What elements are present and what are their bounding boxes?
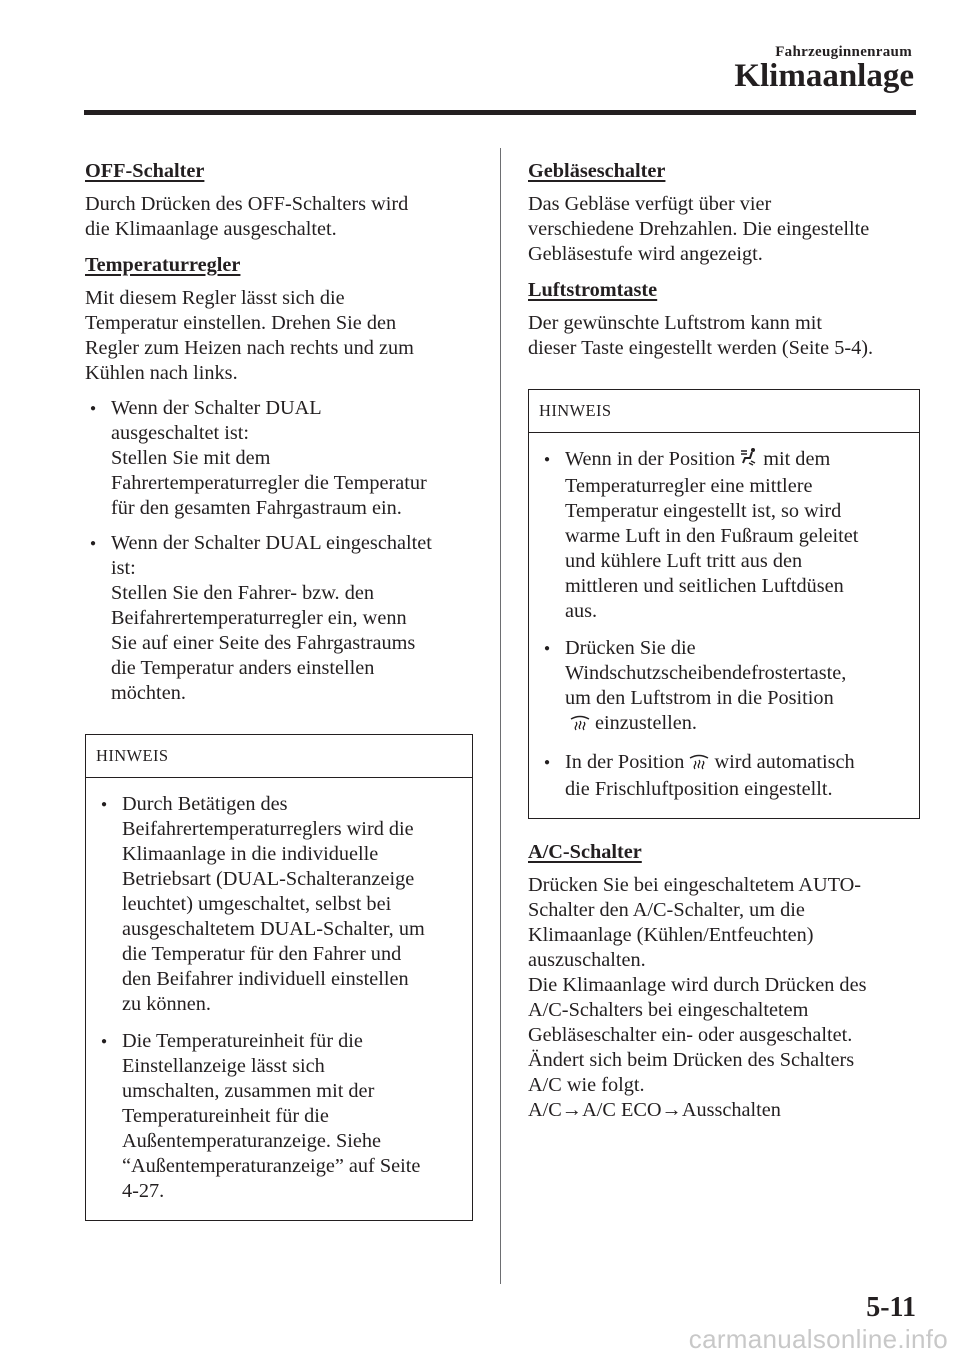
text-line: ● Durch Betätigen des [122,793,288,815]
text-line: 4-27. [122,1180,165,1202]
text-line: Temperatur eingestellt ist, so wird [565,500,842,522]
windshield-defroster-icon [569,713,591,738]
text-line: die Temperatur anders einstellen [111,657,375,679]
text-line: Temperaturregler eine mittlere [565,475,813,497]
text-line: A/C-Schalters bei eingeschaltetem [528,999,809,1021]
text-line: auszuschalten. [528,949,646,971]
text-line: Regler zum Heizen nach rechts und zum [85,337,414,359]
note-title: HINWEIS [529,390,919,433]
text-line: Sie auf einer Seite des Fahrgastraums [111,632,416,654]
text-line: aus. [565,600,598,622]
bullet-item [85,531,473,706]
text-line: um den Luftstrom in die Position [565,687,834,709]
off-switch-heading: OFF-Schalter [85,160,205,182]
text-line: die Temperatur für den Fahrer und [122,943,402,965]
text-line: Kühlen nach links. [85,362,238,384]
text-line: Stellen Sie den Fahrer- bzw. den [111,582,374,604]
text-line: die Frischluftposition eingestellt. [565,778,833,800]
text-line: Gebläsestufe wird angezeigt. [528,243,763,265]
column-divider [500,148,501,1284]
text-line: einzustellen. [595,712,697,734]
page-title: Klimaanlage [734,58,914,94]
bullet-item [539,447,907,624]
floor-face-airflow-icon [739,447,759,474]
text-line: Außentemperaturanzeige. Siehe [122,1130,382,1152]
text-line: die Klimaanlage ausgeschaltet. [85,218,337,240]
header-rule [84,110,916,115]
windshield-defroster-icon [688,752,710,777]
text-line: Gebläseschalter ein- oder ausgeschaltet. [528,1024,853,1046]
text-line: Der gewünschte Luftstrom kann mit [528,312,823,334]
text-line: dieser Taste eingestellt werden (Seite 5-4). [528,337,874,359]
text-line: und kühlere Luft tritt aus den [565,550,803,572]
note-box [528,389,920,819]
text-line: Die Klimaanlage wird durch Drücken des [528,974,867,996]
bullet-item [96,1029,460,1204]
fan-switch-heading: Gebläseschalter [528,160,666,182]
text-line: Beifahrertemperaturregler ein, wenn [111,607,407,629]
text-line: Schalter den A/C-Schalter, um die [528,899,805,921]
text-line: ausgeschaltet ist: [111,422,249,444]
text-line: Stellen Sie mit dem [111,447,271,469]
text-line: ● Wenn der Schalter DUAL eingeschaltet [111,532,432,554]
text-line: ● Die Temperatureinheit für die [122,1030,363,1052]
bullet-item [85,396,473,521]
page-number: 5-11 [866,1292,916,1323]
ac-switch-text [528,873,920,1123]
text-line: Das Gebläse verfügt über vier [528,193,772,215]
text-line: Einstellanzeige lässt sich [122,1055,325,1077]
text-line: Betriebsart (DUAL-Schalteranzeige [122,868,415,890]
airflow-button-heading: Luftstromtaste [528,279,658,301]
text-line: Temperatureinheit für die [122,1105,329,1127]
text-line: leuchtet) umgeschaltet, selbst bei [122,893,392,915]
text-line: Fahrertemperaturregler die Temperatur [111,472,427,494]
text-line: Windschutzscheibendefrostertaste, [565,662,847,684]
temperature-control-text [85,286,473,386]
off-switch-text [85,192,473,242]
text-line: Drücken Sie bei eingeschaltetem AUTO- [528,874,862,896]
text-line: ausgeschaltetem DUAL-Schalter, um [122,918,425,940]
text-line: mit dem [763,448,831,470]
right-column [528,158,920,1123]
text-line: Durch Drücken des OFF-Schalters wird [85,193,409,215]
text-line: wird automatisch [714,751,855,773]
text-line: Beifahrertemperaturreglers wird die [122,818,414,840]
text-line: den Beifahrer individuell einstellen [122,968,409,990]
text-line: ist: [111,557,136,579]
fan-switch-text [528,192,920,267]
text-line: A/C wie folgt. [528,1074,645,1096]
text-line: In der Position [565,751,685,773]
text-line: Wenn in der Position [565,448,736,470]
watermark: carmanualsonline.info [688,1324,948,1354]
text-line: A/C→A/C ECO→Ausschalten [528,1099,781,1121]
text-line: umschalten, zusammen mit der [122,1080,375,1102]
note-title: HINWEIS [86,735,472,778]
text-line: ● Wenn der Schalter DUAL [111,397,322,419]
text-line: Klimaanlage (Kühlen/Entfeuchten) [528,924,814,946]
section-label: Fahrzeuginnenraum [775,44,912,60]
bullet-item [96,792,460,1017]
ac-switch-heading: A/C-Schalter [528,841,642,863]
text-line: zu können. [122,993,211,1015]
text-line: Temperatur einstellen. Drehen Sie den [85,312,397,334]
left-column [85,158,473,1221]
text-line: Mit diesem Regler lässt sich die [85,287,345,309]
bullet-item [539,636,907,738]
text-line: “Außentemperaturanzeige” auf Seite [122,1155,421,1177]
temperature-control-heading: Temperaturregler [85,254,241,276]
text-line: für den gesamten Fahrgastraum ein. [111,497,402,519]
text-line: Klimaanlage in die individuelle [122,843,379,865]
text-line: möchten. [111,682,186,704]
text-line: Ändert sich beim Drücken des Schalters [528,1049,855,1071]
bullet-item [539,750,907,802]
text-line: warme Luft in den Fußraum geleitet [565,525,859,547]
note-box [85,734,473,1221]
text-line: verschiedene Drehzahlen. Die eingestellte [528,218,870,240]
text-line: ● Drücken Sie die [565,637,696,659]
airflow-button-text [528,311,920,361]
text-line: mittleren und seitlichen Luftdüsen [565,575,844,597]
